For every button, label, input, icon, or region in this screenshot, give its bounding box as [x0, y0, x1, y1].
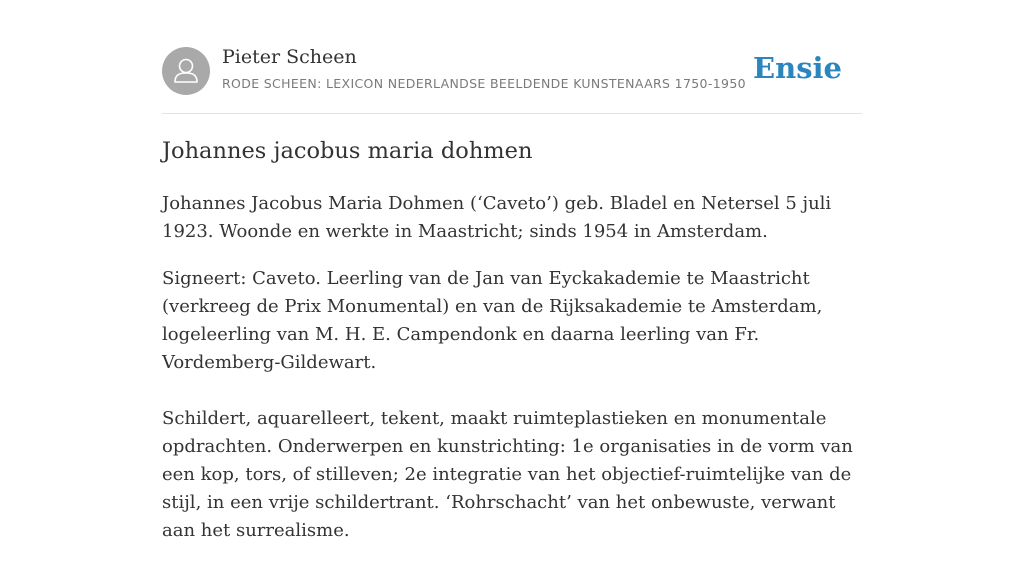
header-divider	[162, 113, 862, 114]
article-header	[162, 46, 862, 96]
user-icon	[162, 47, 210, 95]
author-name[interactable]: Pieter Scheen	[222, 46, 357, 68]
author-avatar[interactable]	[162, 47, 210, 95]
article-paragraph: Johannes Jacobus Maria Dohmen (‘Caveto’) geb. Bladel en Netersel 5 juli 1923. Woonde en werkte in Maastricht; sinds 1954 in Amsterdam.	[162, 193, 832, 242]
page-title: Johannes jacobus maria dohmen	[162, 138, 533, 164]
source-title[interactable]: RODE SCHEEN: LEXICON NEDERLANDSE BEELDENDE KUNSTENAARS 1750-1950	[222, 76, 746, 91]
ensie-logo[interactable]: Ensie	[753, 51, 842, 85]
article-paragraph: Signeert: Caveto. Leerling van de Jan van Eyckakademie te Maastricht (verkreeg de Prix Monumental) en van de Rijksakademie te Amsterdam, logeleerling van M. H. E. Campendonk en daarna leerling van Fr. Vordemberg-Gildewart.	[162, 268, 823, 373]
article-paragraph: Schildert, aquarelleert, tekent, maakt ruimteplastieken en monumentale opdrachten. Onderwerpen en kunstrichting: 1e organisaties in de vorm van een kop, tors, of stilleven; 2e integratie van het objectief-ruimtelijke van de stijl, in een vrije schildertrant. ‘Rohrschacht’ van het onbewuste, verwant aan het surrealisme.	[162, 408, 853, 541]
article-body	[162, 190, 867, 564]
